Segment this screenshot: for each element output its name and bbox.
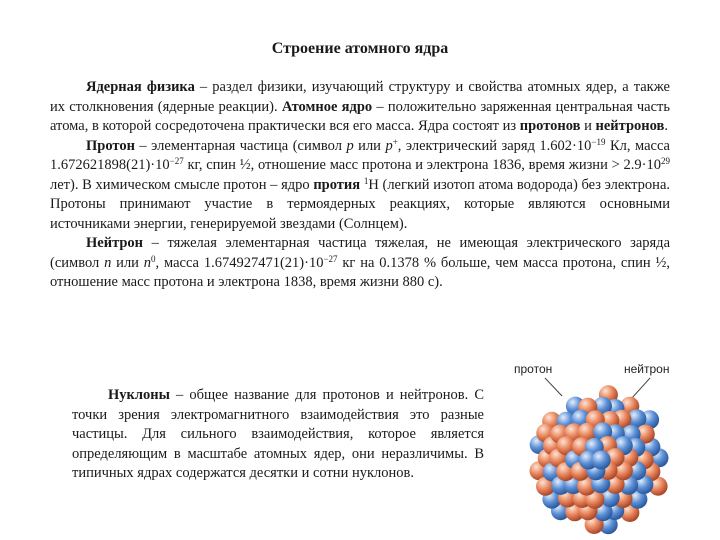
label-proton: протон bbox=[514, 362, 553, 376]
page-title: Строение атомного ядра bbox=[271, 40, 449, 57]
paragraph-nucleons: Нуклоны – общее название для протонов и нейтронов. С точки зрения электромагнитного взаимодействия это разные частицы. Для сильного взаимодействия, которое является определяющим в масштабе атомных ядер, они неразличимы. В типичных ядрах содержатся десятки и сотни нуклонов. bbox=[72, 387, 484, 481]
term-proton: Протон bbox=[86, 137, 135, 154]
pointer-proton bbox=[545, 378, 562, 396]
main-text bbox=[50, 78, 670, 293]
term-neutron: Нейтрон bbox=[86, 235, 144, 251]
term-nucleons: Нуклоны bbox=[108, 387, 170, 403]
nucleus-illustration bbox=[500, 360, 700, 535]
nucleus-svg bbox=[500, 360, 700, 535]
paragraph-proton: Протон – элементарная частица (символ p или p+, электрический заряд $1.602\cdot 10^{-19}$ Кл, масса $1.672621898(21)\cdot 10^{-27}$ кг, спин ½, отношение масс протона и электрона 1836, время жизни > $2.9\cdot 10^{29}$ лет). В химическом смысле протон – ядро протия $^1$H (легкий изотоп атома водорода) без электрона. Протоны принимают участие в термоядерных реакциях, которые являются основными источниками энергии, генерируемой звездами (Солнцем). bbox=[50, 136, 671, 232]
pointer-neutron bbox=[632, 378, 650, 398]
paragraph-neutron: Нейтрон – тяжелая элементарная частица тяжелая, не имеющая электрического заряда (символ n или $n^0$, масса $1.674927471(21)\cdot 10^{-27}$ кг на 0.1378 % больше, чем масса протона, спин ½, отношение масс протона и электрона 1838, время жизни 880 с). bbox=[50, 235, 670, 290]
term-atomic-nucleus: Атомное ядро bbox=[281, 98, 373, 115]
nucleon-group bbox=[530, 385, 669, 534]
term-nuclear-physics: Ядерная физика bbox=[86, 79, 195, 95]
label-neutron: нейтрон bbox=[624, 362, 670, 376]
paragraph-nuclear-physics: Ядерная физика – раздел физики, изучающий структуру и свойства атомных ядер, а также их столкновения (ядерные реакции). Атомное ядро – положительно заряженная центральная часть атома, в которой сосредоточена практически вся его масса. Ядра состоят из протонов и нейтронов. bbox=[50, 79, 671, 134]
neutron-sphere bbox=[592, 451, 611, 470]
